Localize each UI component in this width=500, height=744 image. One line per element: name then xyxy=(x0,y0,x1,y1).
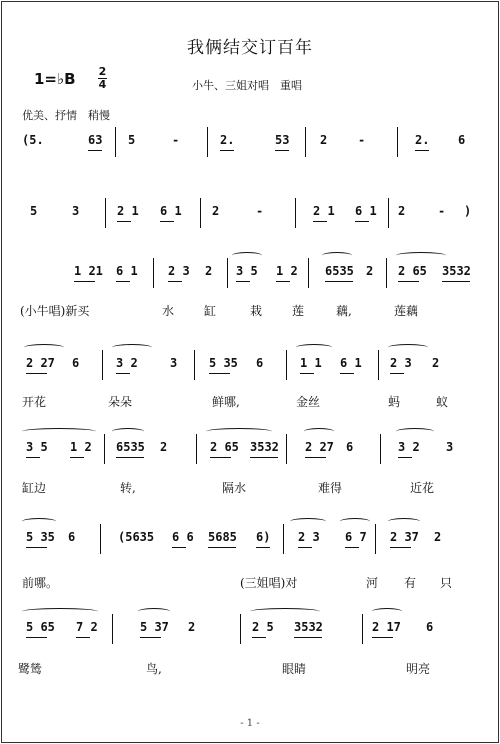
beam-underline xyxy=(300,373,314,374)
note-group: 3532 xyxy=(294,620,323,634)
beam-underline xyxy=(172,547,186,548)
lyric-syllable: 隔水 xyxy=(222,481,247,495)
barline xyxy=(286,434,287,464)
note-group: 6) xyxy=(256,530,271,544)
beam-underline xyxy=(256,547,270,548)
beam-underline xyxy=(250,457,278,458)
barline xyxy=(283,524,284,554)
barline xyxy=(115,127,116,157)
note-group: 2 3 xyxy=(168,264,190,278)
lyric-syllable: 蚂 xyxy=(388,395,401,409)
lyric-syllable: 鲜哪, xyxy=(212,395,240,409)
note-group: 6535 xyxy=(116,440,145,454)
note-group: 2 xyxy=(432,356,440,370)
lyric-syllable: 缸边 xyxy=(22,481,47,495)
note-group: - xyxy=(438,204,446,218)
beam-underline xyxy=(208,547,236,548)
note-group: 2 1 xyxy=(313,204,335,218)
beam-underline xyxy=(313,221,327,222)
slur xyxy=(138,608,170,615)
note-group: 2 xyxy=(366,264,374,278)
barline xyxy=(295,198,296,228)
note-group: 5685 xyxy=(208,530,237,544)
barline xyxy=(112,614,113,644)
note-group: 2 xyxy=(188,620,196,634)
note-group: 1 1 xyxy=(300,356,322,370)
slur xyxy=(372,608,402,615)
lyric-syllable: 眼睛 xyxy=(282,662,307,676)
note-group: 7 2 xyxy=(76,620,98,634)
barline xyxy=(227,258,228,288)
lyric-syllable: 金丝 xyxy=(296,395,321,409)
lyric-syllable: 河 xyxy=(366,576,379,590)
lyric-syllable: 栽 xyxy=(250,304,263,318)
note-group: 6 xyxy=(72,356,80,370)
beam-underline xyxy=(26,457,40,458)
beam-underline xyxy=(398,457,412,458)
lyric-syllable: 鸟, xyxy=(146,662,162,676)
note-group: ) xyxy=(464,204,472,218)
note-group: 3532 xyxy=(442,264,471,278)
beam-underline xyxy=(26,637,47,638)
note-group: 2 17 xyxy=(372,620,401,634)
lyric-syllable: 有 xyxy=(404,576,417,590)
beam-underline xyxy=(275,150,289,151)
slur xyxy=(304,428,334,435)
note-group: 5 35 xyxy=(26,530,55,544)
lyric-syllable: 只 xyxy=(440,576,453,590)
note-group: 6 xyxy=(256,356,264,370)
note-group: 3 2 xyxy=(116,356,138,370)
beam-underline xyxy=(390,547,411,548)
note-group: 1 2 xyxy=(70,440,92,454)
slur xyxy=(250,608,320,615)
lyric-syllable: 开花 xyxy=(22,395,47,409)
lyric-syllable: 转, xyxy=(120,481,136,495)
note-group: 1 21 xyxy=(74,264,103,278)
note-group: 63 xyxy=(88,133,103,147)
note-group: 2. xyxy=(415,133,430,147)
beam-underline xyxy=(390,373,404,374)
slur xyxy=(22,608,98,615)
note-group: 6 1 xyxy=(116,264,138,278)
lyric-syllable: 藕, xyxy=(336,304,352,318)
slur xyxy=(24,344,64,351)
slur xyxy=(112,428,144,435)
slur xyxy=(206,428,272,435)
note-group: 53 xyxy=(275,133,290,147)
note-group: 6 1 xyxy=(355,204,377,218)
note-group: 2. xyxy=(220,133,235,147)
note-group: 6 xyxy=(68,530,76,544)
note-group: 5 37 xyxy=(140,620,169,634)
lyric-syllable: 朵朵 xyxy=(108,395,133,409)
note-group: - xyxy=(358,133,366,147)
note-group: (5635 xyxy=(118,530,155,544)
note-group: 2 xyxy=(320,133,328,147)
lyric-syllable: 鹭鸶 xyxy=(18,662,43,676)
beam-underline xyxy=(398,281,419,282)
beam-underline xyxy=(74,281,95,282)
barline xyxy=(200,198,201,228)
note-group: 3 xyxy=(446,440,454,454)
barline xyxy=(194,350,195,380)
note-group: 6 xyxy=(458,133,466,147)
time-signature xyxy=(98,66,107,91)
note-group: 2 1 xyxy=(117,204,139,218)
note-group: 3 xyxy=(170,356,178,370)
barline xyxy=(286,350,287,380)
note-group: 6 1 xyxy=(160,204,182,218)
beam-underline xyxy=(168,281,182,282)
beam-underline xyxy=(116,457,144,458)
beam-underline xyxy=(294,637,322,638)
beam-underline xyxy=(276,281,290,282)
slur xyxy=(22,428,96,435)
barline xyxy=(102,350,103,380)
lyric-syllable: 水 xyxy=(162,304,175,318)
beam-underline xyxy=(140,637,161,638)
lyric-syllable: 难得 xyxy=(318,481,343,495)
performers-note: 小牛、三姐对唱 重唱 xyxy=(192,79,302,92)
note-group: 2 xyxy=(160,440,168,454)
beam-underline xyxy=(252,637,266,638)
note-group: 6 xyxy=(426,620,434,634)
beam-underline xyxy=(355,221,369,222)
tempo-marking: 优美、抒情 稍慢 xyxy=(22,109,110,122)
beam-underline xyxy=(160,221,174,222)
lyric-syllable: (三姐唱)对 xyxy=(240,576,298,590)
slur xyxy=(396,252,446,259)
barline xyxy=(240,614,241,644)
note-group: 3 5 xyxy=(26,440,48,454)
beam-underline xyxy=(305,457,326,458)
slur xyxy=(112,344,152,351)
barline xyxy=(196,434,197,464)
note-group: 2 xyxy=(398,204,406,218)
note-group: 2 xyxy=(434,530,442,544)
beam-underline xyxy=(298,547,312,548)
beam-underline xyxy=(26,547,47,548)
note-group: 6 xyxy=(346,440,354,454)
beam-underline xyxy=(220,150,234,151)
beam-underline xyxy=(76,637,90,638)
beam-underline xyxy=(70,457,84,458)
slur xyxy=(396,428,434,435)
lyric-syllable: (小牛唱)新买 xyxy=(20,304,90,318)
beam-underline xyxy=(210,457,231,458)
slur xyxy=(232,252,262,259)
barline xyxy=(104,434,105,464)
beam-underline xyxy=(372,637,393,638)
beam-underline xyxy=(26,373,47,374)
note-group: 2 65 xyxy=(210,440,239,454)
note-group: 2 3 xyxy=(298,530,320,544)
beam-underline xyxy=(116,281,130,282)
slur xyxy=(322,252,352,259)
beam-underline xyxy=(345,547,359,548)
barline xyxy=(100,524,101,554)
beam-underline xyxy=(415,150,429,151)
note-group: 2 xyxy=(205,264,213,278)
barline xyxy=(308,258,309,288)
barline xyxy=(305,127,306,157)
note-group: (5. xyxy=(22,133,44,147)
note-group: 6535 xyxy=(325,264,354,278)
meter-bottom: 4 xyxy=(98,78,107,91)
meter-top: 2 xyxy=(98,65,107,78)
note-group: 6 6 xyxy=(172,530,194,544)
slur xyxy=(22,518,56,525)
lyric-syllable: 莲藕 xyxy=(394,304,419,318)
barline xyxy=(362,614,363,644)
beam-underline xyxy=(325,281,353,282)
note-group: 6 7 xyxy=(345,530,367,544)
note-group: 1 2 xyxy=(276,264,298,278)
note-group: 6 1 xyxy=(340,356,362,370)
beam-underline xyxy=(116,373,130,374)
beam-underline xyxy=(340,373,354,374)
lyric-syllable: 缸 xyxy=(204,304,217,318)
lyric-syllable: 近花 xyxy=(410,481,435,495)
key-signature: 1=♭B xyxy=(34,70,76,88)
barline xyxy=(375,524,376,554)
lyric-syllable: 莲 xyxy=(292,304,305,318)
barline xyxy=(386,258,387,288)
barline xyxy=(397,127,398,157)
note-group: 2 37 xyxy=(390,530,419,544)
beam-underline xyxy=(88,150,102,151)
note-group: 5 xyxy=(30,204,38,218)
note-group: 5 65 xyxy=(26,620,55,634)
barline xyxy=(388,198,389,228)
slur xyxy=(388,518,420,525)
note-group: 2 27 xyxy=(26,356,55,370)
beam-underline xyxy=(236,281,250,282)
beam-underline xyxy=(442,281,470,282)
barline xyxy=(153,258,154,288)
lyric-syllable: 前哪。 xyxy=(22,576,59,590)
note-group: 3 2 xyxy=(398,440,420,454)
barline xyxy=(105,198,106,228)
note-group: 2 xyxy=(212,204,220,218)
beam-underline xyxy=(117,221,131,222)
song-title: 我俩结交订百年 xyxy=(187,38,313,58)
note-group: 2 65 xyxy=(398,264,427,278)
slur xyxy=(290,518,326,525)
note-group: 2 27 xyxy=(305,440,334,454)
lyric-syllable: 明亮 xyxy=(406,662,431,676)
note-group: 2 3 xyxy=(390,356,412,370)
barline xyxy=(380,434,381,464)
slur xyxy=(296,344,332,351)
barline xyxy=(207,127,208,157)
note-group: 3 xyxy=(72,204,80,218)
page-number: - 1 - xyxy=(240,718,260,729)
lyric-syllable: 蚁 xyxy=(436,395,449,409)
note-group: 2 5 xyxy=(252,620,274,634)
slur xyxy=(340,518,370,525)
note-group: - xyxy=(256,204,264,218)
note-group: 3 5 xyxy=(236,264,258,278)
beam-underline xyxy=(209,373,230,374)
slur xyxy=(388,344,428,351)
note-group: 5 35 xyxy=(209,356,238,370)
barline xyxy=(378,350,379,380)
note-group: 3532 xyxy=(250,440,279,454)
note-group: 5 xyxy=(128,133,136,147)
note-group: - xyxy=(172,133,180,147)
